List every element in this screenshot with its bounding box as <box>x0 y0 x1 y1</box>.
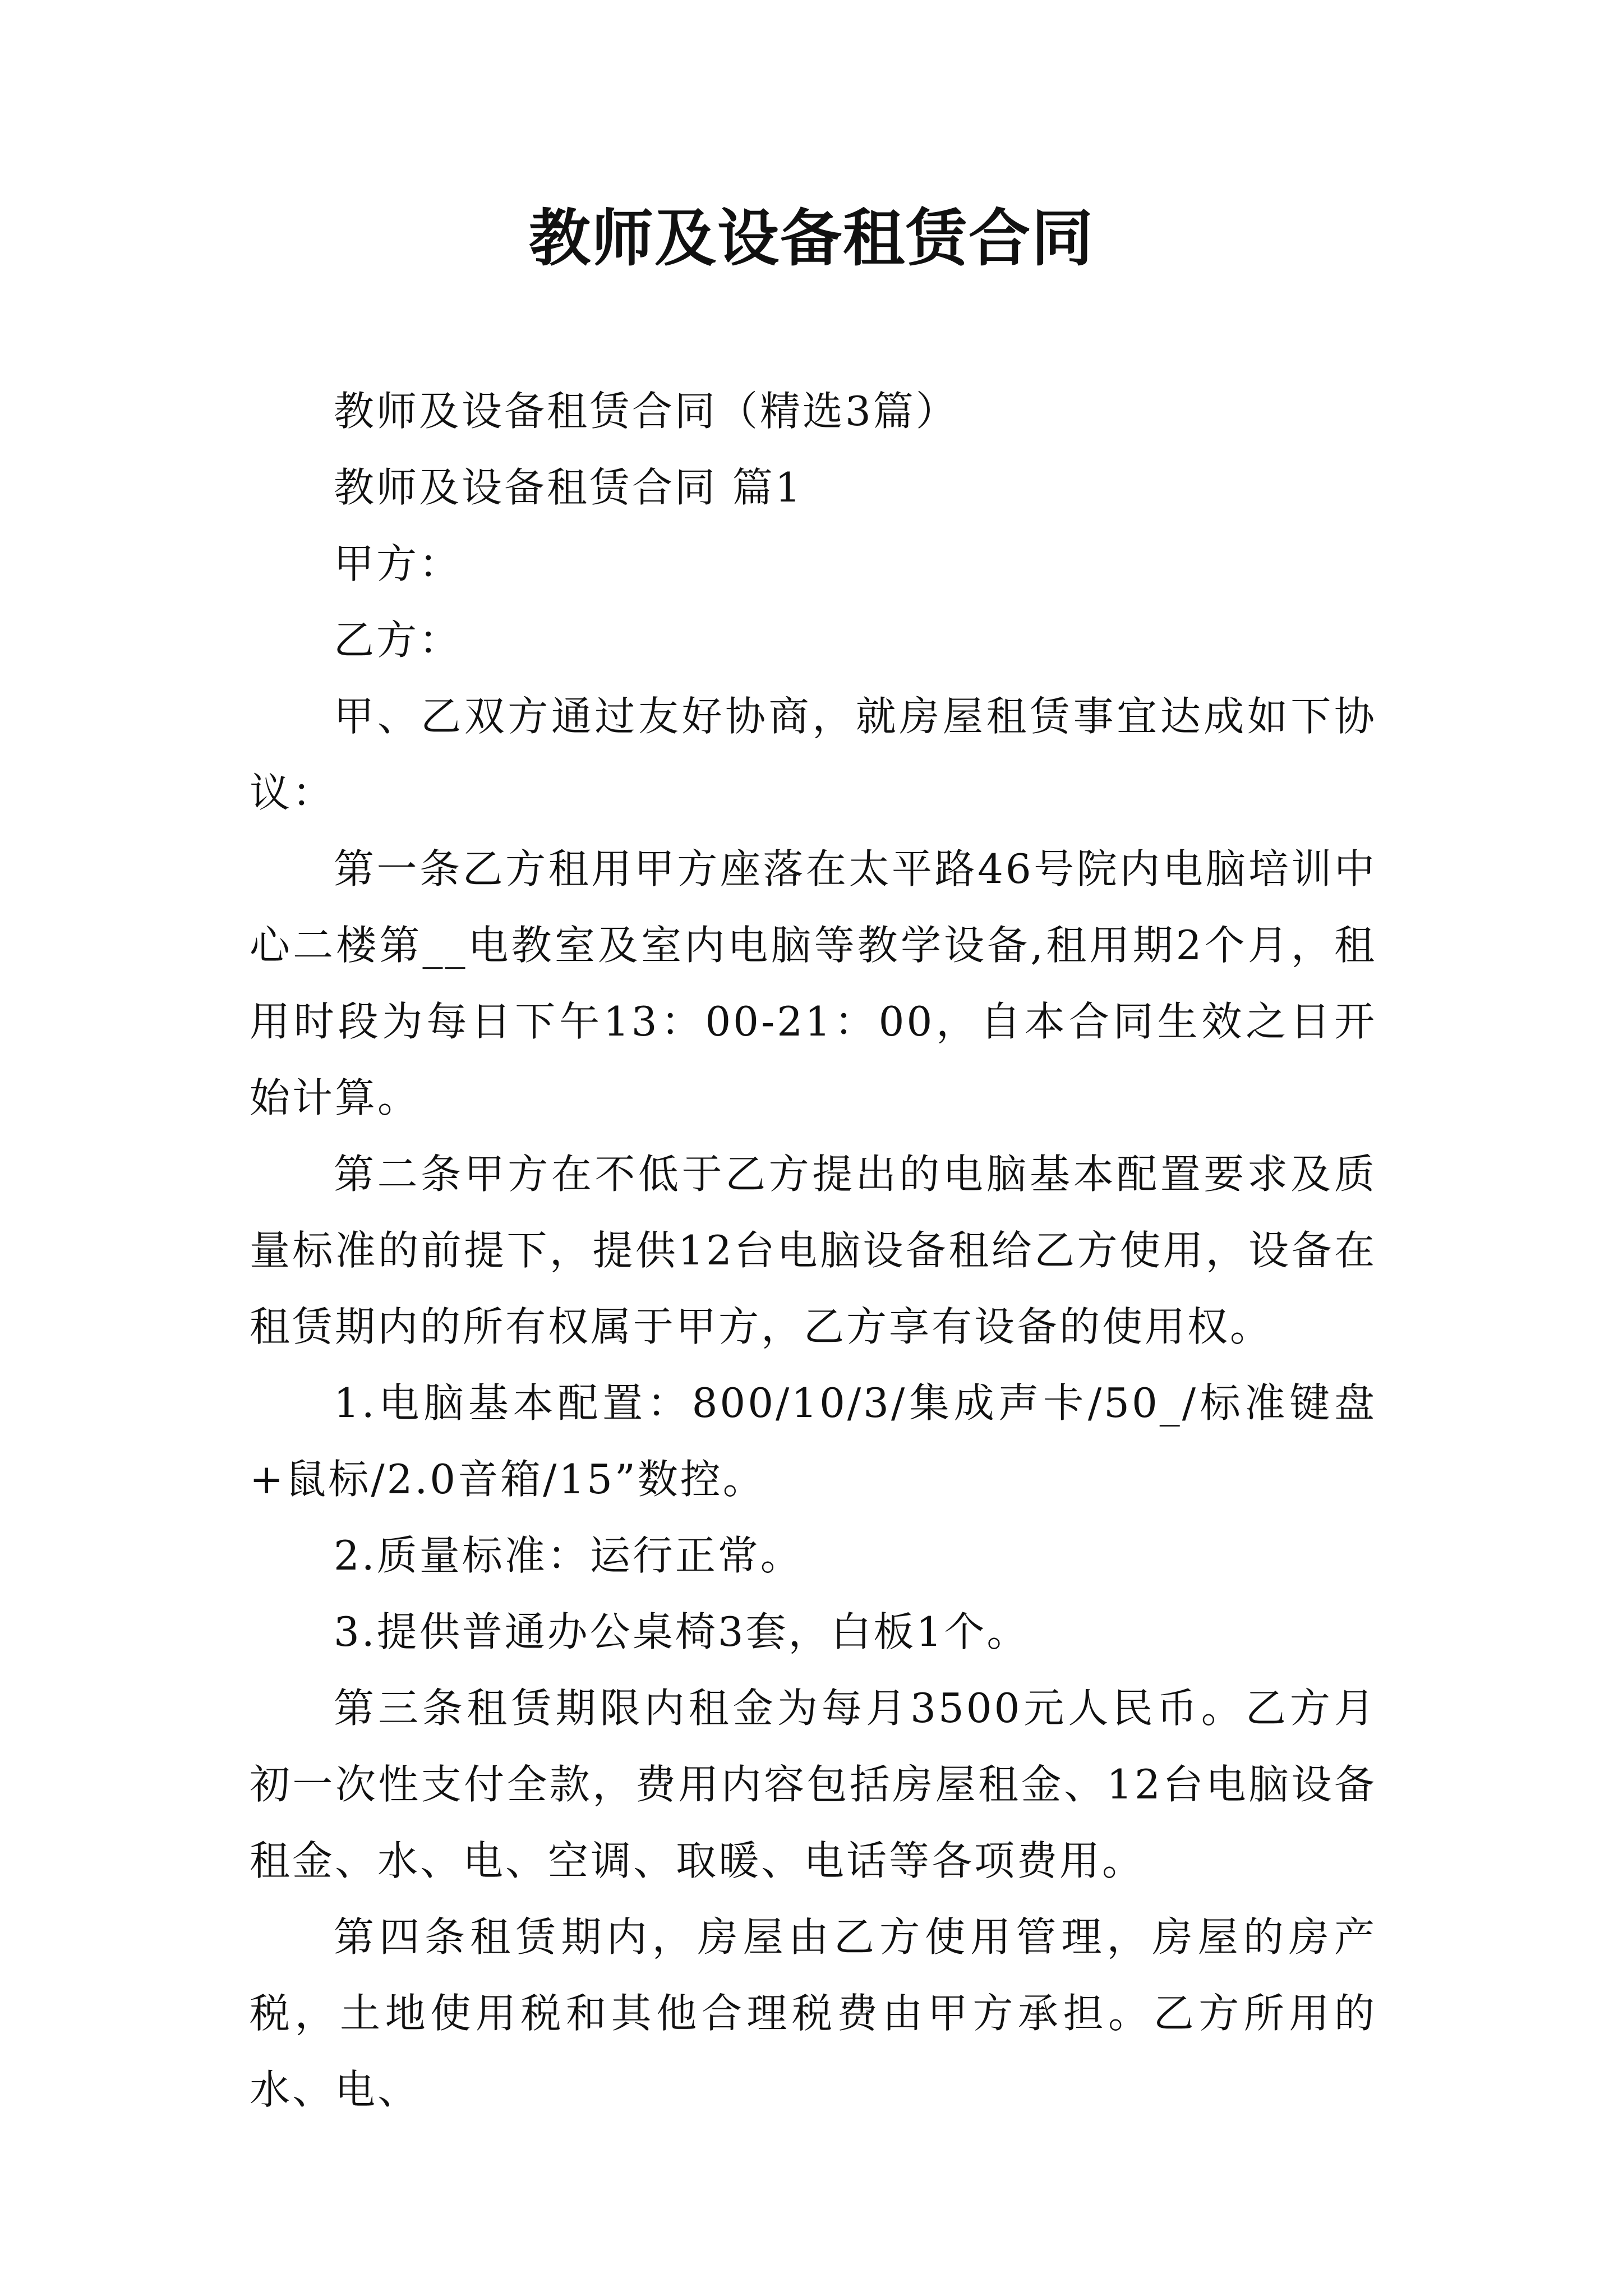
paragraph-preamble: 甲、乙双方通过友好协商，就房屋租赁事宜达成如下协议： <box>250 693 1377 816</box>
paragraph-item-3: 3.提供普通办公桌椅3套，白板1个。 <box>334 1608 1030 1655</box>
paragraph-party-b: 乙方： <box>334 616 462 664</box>
paragraph-article-4: 第四条租赁期内，房屋由乙方使用管理，房屋的房产税，土地使用税和其他合理税费由甲方承担。乙方所用的水、电、 <box>250 1913 1377 2113</box>
paragraph-item-1: 1.电脑基本配置：800/10/3/集成声卡/50_/标准键盘+鼠标/2.0音箱/15”数控。 <box>250 1379 1377 1503</box>
paragraph-part-heading: 教师及设备租赁合同 篇1 <box>334 464 803 511</box>
paragraph-article-2: 第二条甲方在不低于乙方提出的电脑基本配置要求及质量标准的前提下，提供12台电脑设备租给乙方使用，设备在租赁期内的所有权属于甲方，乙方享有设备的使用权。 <box>250 1151 1377 1350</box>
paragraph-article-3: 第三条租赁期限内租金为每月3500元人民币。乙方月初一次性支付全款，费用内容包括房屋租金、12台电脑设备租金、水、电、空调、取暖、电话等各项费用。 <box>250 1685 1377 1884</box>
document-body <box>250 373 1377 2128</box>
paragraph-article-1: 第一条乙方租用甲方座落在太平路46号院内电脑培训中心二楼第__电教室及室内电脑等教学设备,租用期2个月，租用时段为每日下午13：00-21：00，自本合同生效之日开始计算。 <box>250 845 1377 1121</box>
paragraph-collection-heading: 教师及设备租赁合同（精选3篇） <box>334 388 958 435</box>
paragraph-item-2: 2.质量标准：运行正常。 <box>334 1532 803 1579</box>
document-title: 教师及设备租赁合同 <box>529 203 1094 274</box>
paragraph-party-a: 甲方： <box>334 540 462 587</box>
